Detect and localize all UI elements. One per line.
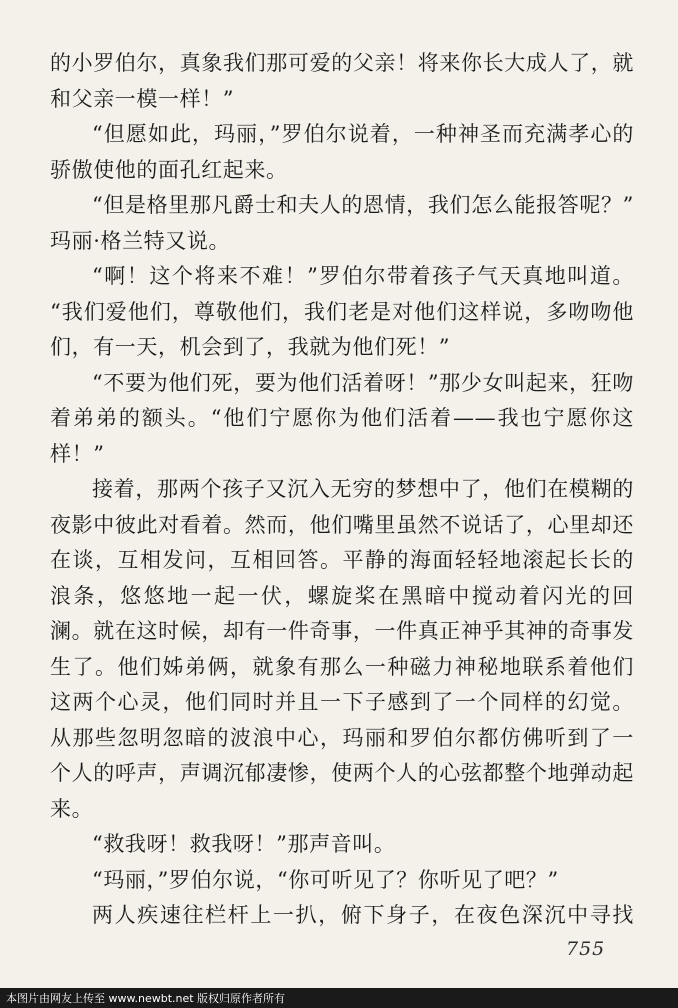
text-line: 来。 (50, 796, 94, 821)
text-line: 接着，那两个孩子又沉入无穷的梦想中了，他们在模糊的 (92, 477, 634, 501)
text-line: “但愿如此，玛丽，”罗伯尔说着，一种神圣而充满孝心的 (92, 122, 634, 146)
text-line: 澜。就在这时候，却有一件奇事，一件真正神乎其神的奇事发 (50, 619, 634, 643)
text-line: 夜影中彼此对看着。然而，他们嘴里虽然不说话了，心里却还 (50, 512, 634, 537)
text-line: 样！” (50, 441, 105, 466)
text-line: 两人疾速往栏杆上一扒，俯下身子，在夜色深沉中寻找 (92, 903, 634, 927)
text-line: 玛丽·格兰特又说。 (50, 228, 231, 253)
page-number: 755 (566, 938, 606, 960)
text-line: 骄傲使他的面孔红起来。 (50, 157, 288, 182)
text-line: 从那些忽明忽暗的波浪中心，玛丽和罗伯尔都仿佛听到了一 (50, 725, 634, 750)
text-line: 和父亲一模一样！” (50, 86, 235, 111)
watermark-text: 本图片由网友上传至 www.newbt.net 版权归原作者所有 (6, 992, 286, 1005)
text-line: “玛丽，”罗伯尔说，“你可听见了？你听见了吧？” (92, 867, 559, 892)
text-line: “不要为他们死，要为他们活着呀！”那少女叫起来，狂吻 (92, 370, 634, 395)
text-line: 浪条，悠悠地一起一伏，螺旋桨在黑暗中搅动着闪光的回 (50, 583, 634, 608)
text-line: “但是格里那凡爵士和夫人的恩情，我们怎么能报答呢？” (92, 193, 634, 217)
text-line: “啊！这个将来不难！”罗伯尔带着孩子气天真地叫道。 (92, 264, 634, 288)
text-line: 们，有一天，机会到了，我就为他们死！” (50, 335, 451, 359)
body-text (50, 46, 634, 934)
text-line: “我们爱他们，尊敬他们，我们老是对他们这样说，多吻吻他 (50, 299, 634, 324)
text-line: 着弟弟的额头。“他们宁愿你为他们活着——我也宁愿你这 (50, 406, 634, 430)
text-line: 的小罗伯尔，真象我们那可爱的父亲！将来你长大成人了，就 (50, 51, 634, 75)
text-line: 在谈，互相发问，互相回答。平静的海面轻轻地滚起长长的 (50, 548, 634, 572)
watermark-bar (0, 988, 678, 1008)
text-line: 生了。他们姊弟俩，就象有那么一种磁力神秘地联系着他们 (50, 654, 634, 679)
text-line: 个人的呼声，声调沉郁凄惨，使两个人的心弦都整个地弹动起 (50, 761, 634, 785)
text-line: “救我呀！救我呀！”那声音叫。 (92, 832, 396, 856)
text-line: 这两个心灵，他们同时并且一下子感到了一个同样的幻觉。 (50, 690, 634, 714)
